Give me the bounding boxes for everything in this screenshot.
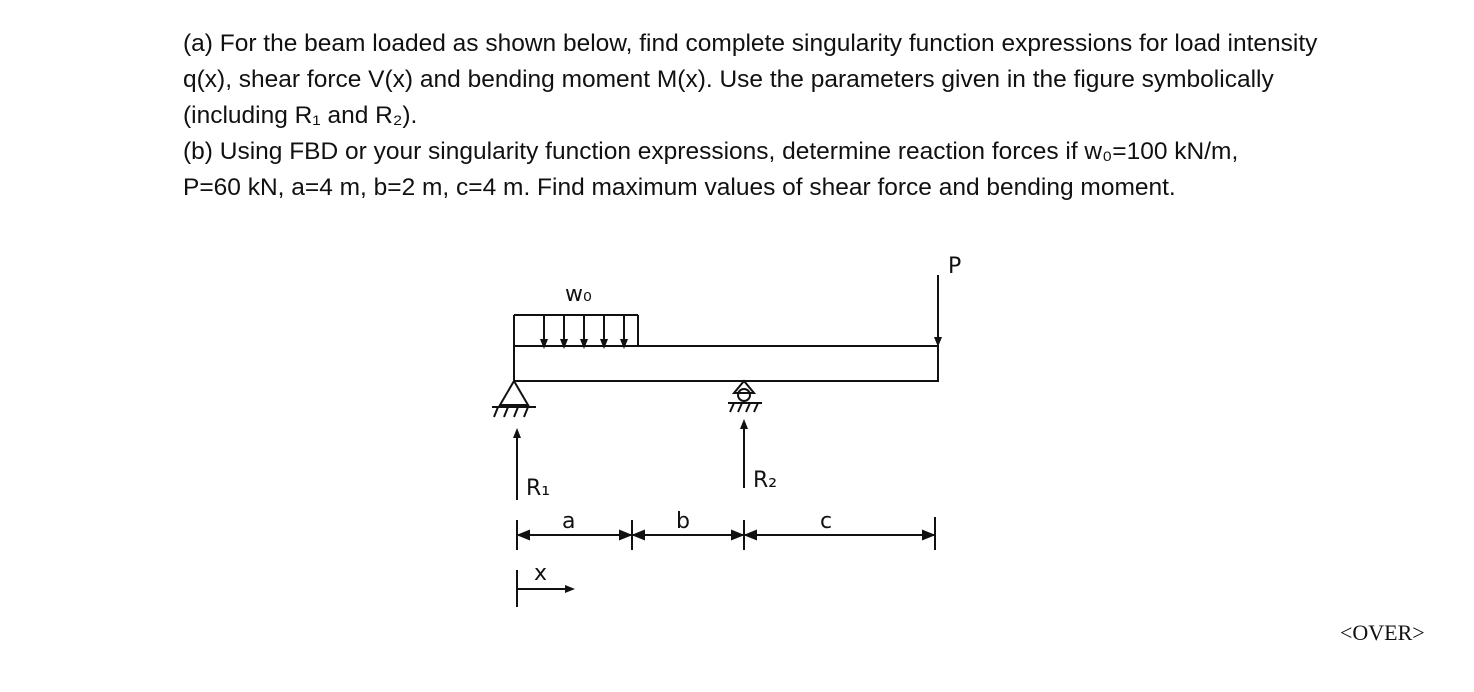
pin-support — [492, 381, 536, 417]
beam-diagram — [470, 235, 990, 615]
part-a-line-3: (including R₁ and R₂). — [183, 102, 418, 129]
roller-support — [728, 381, 762, 412]
dimension-line — [517, 517, 935, 550]
x-label: x — [534, 561, 548, 586]
point-load-label: P — [948, 254, 962, 279]
dimension-c-label: c — [820, 509, 833, 534]
dimension-b-label: b — [676, 509, 690, 534]
over-label: <OVER> — [1340, 620, 1425, 645]
part-a-line-1: (a) For the beam loaded as shown below, find complete singularity function expressions for load intensity — [183, 30, 1318, 57]
reaction1-label: R₁ — [526, 476, 551, 501]
part-b-line-2: P=60 kN, a=4 m, b=2 m, c=4 m. Find maximum values of shear force and bending moment. — [183, 174, 1176, 201]
part-b-line-1: (b) Using FBD or your singularity function expressions, determine reaction forces if w₀=100 kN/m, — [183, 138, 1239, 165]
load-label: w₀ — [565, 282, 592, 307]
part-a-line-2: q(x), shear force V(x) and bending moment M(x). Use the parameters given in the figure symbolically — [183, 66, 1274, 93]
beam — [514, 346, 938, 381]
reaction2-label: R₂ — [753, 468, 778, 493]
distributed-load — [514, 315, 638, 346]
beam-figure — [470, 235, 990, 615]
dimension-a-label: a — [562, 509, 576, 534]
problem-statement — [183, 26, 1463, 206]
